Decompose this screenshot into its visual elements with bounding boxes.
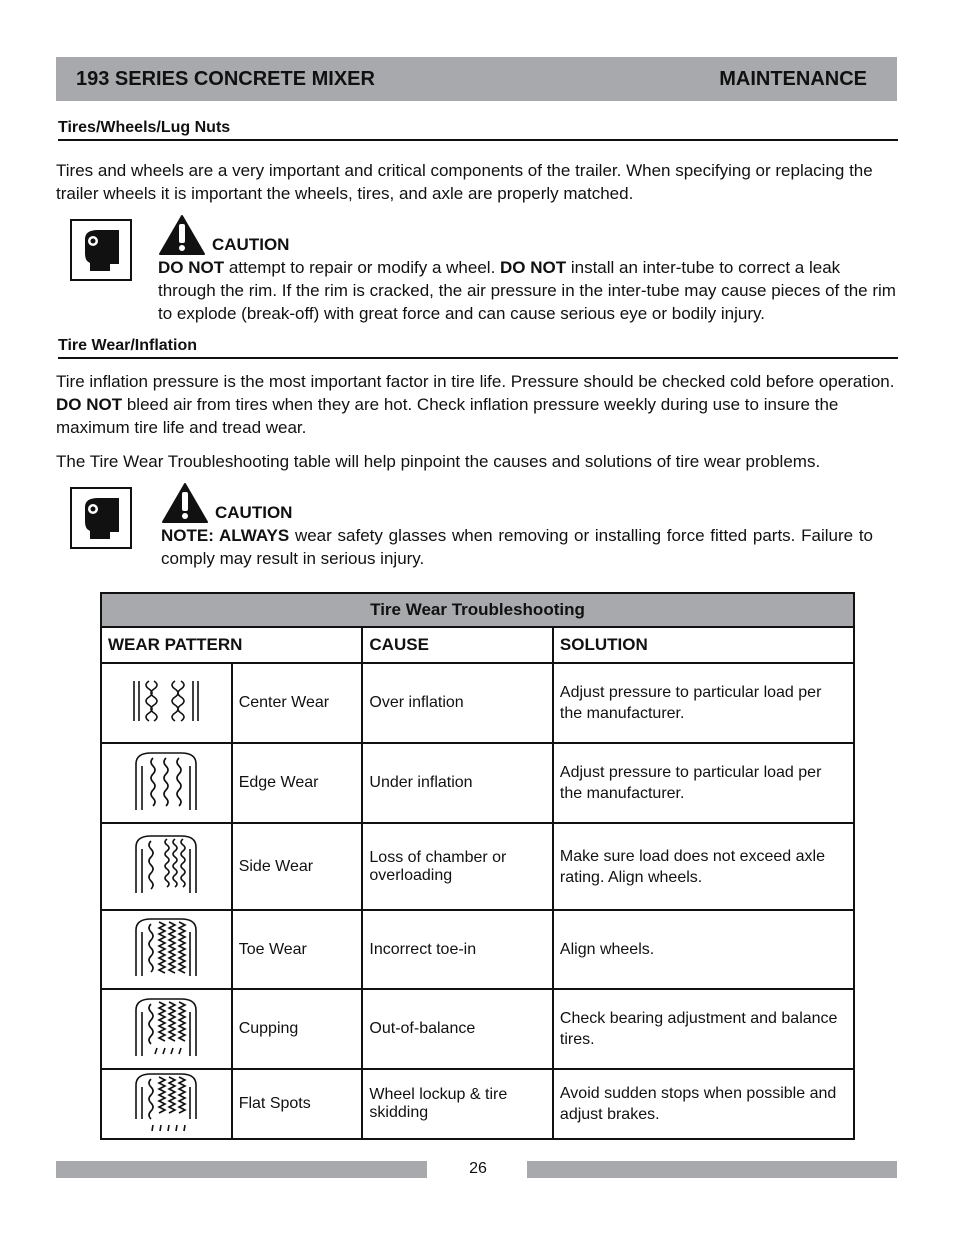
pattern-icon-cell [101,743,232,823]
cause-cell: Over inflation [362,663,553,743]
cause-cell: Out-of-balance [362,989,553,1069]
caution-label: CAUTION [212,235,290,254]
flat-spots-icon [131,1071,201,1133]
caution-label: CAUTION [215,503,293,522]
table-row [101,663,854,743]
wear-pattern-name: Side Wear [232,823,363,910]
solution-cell: Check bearing adjustment and balance tires. [553,989,854,1069]
center-wear-icon [131,678,201,724]
table-row [101,743,854,823]
wear-pattern-name: Flat Spots [232,1069,363,1139]
table-row [101,989,854,1069]
caution-emph: DO NOT [158,258,225,277]
caution-text: attempt to repair or modify a wheel. [224,258,501,277]
header-title: 193 SERIES CONCRETE MIXER [76,67,375,90]
page-number: 26 [469,1160,487,1177]
caution-text: install an inter-tube to correct a leak through the rim. If the rim is cracked, the air pressure in the inter-tube may cause pieces of the rim to explode (break-off) with great force and can cause serious eye or bodily injury. [158,258,896,323]
solution-cell: Make sure load does not exceed axle rating. Align wheels. [553,823,854,910]
caution-text: wear safety glasses when removing or installing force fitted parts. Failure to comply may result in serious injury. [161,526,873,568]
solution-cell: Adjust pressure to particular load per the manufacturer. [553,743,854,823]
cupping-icon [131,996,201,1058]
footer-bar-left [56,1161,427,1178]
footer-bar-right [527,1161,897,1178]
table-row [101,910,854,989]
pattern-icon-cell [101,1069,232,1139]
warning-triangle-icon [158,214,206,256]
tires-intro: Tires and wheels are a very important and critical components of the trailer. When specifying or replacing the trailer wheels it is important the wheels, tires, and axle are properly matched. [56,161,873,203]
header-section: MAINTENANCE [719,67,867,90]
section-title-wear: Tire Wear/Inflation [58,337,898,359]
wear-pattern-name: Center Wear [232,663,363,743]
troubleshooting-intro: The Tire Wear Troubleshooting table will help pinpoint the causes and solutions of tire wear problems. [56,452,821,471]
wear-pattern-name: Cupping [232,989,363,1069]
solution-cell: Adjust pressure to particular load per the manufacturer. [553,663,854,743]
inflation-text: Tire inflation pressure is the most important factor in tire life. Pressure should be checked cold before operation. [56,372,895,391]
section-title-tires: Tires/Wheels/Lug Nuts [58,119,898,141]
pattern-icon-cell [101,910,232,989]
table-row [101,823,854,910]
table-title: Tire Wear Troubleshooting [101,593,854,627]
tire-wear-table [100,592,855,1140]
face-shield-icon [70,219,132,281]
pattern-icon-cell [101,663,232,743]
table-row [101,1069,854,1139]
cause-cell: Wheel lockup & tire skidding [362,1069,553,1139]
side-wear-icon [131,833,201,895]
header-wear-pattern: WEAR PATTERN [101,627,362,663]
toe-wear-icon [131,916,201,978]
caution-block-2 [161,482,873,570]
face-shield-icon [70,487,132,549]
solution-cell: Align wheels. [553,910,854,989]
cause-cell: Loss of chamber or overloading [362,823,553,910]
cause-cell: Under inflation [362,743,553,823]
edge-wear-icon [131,750,201,812]
caution-block-1 [158,214,900,325]
warning-triangle-icon [161,482,209,524]
header-solution: SOLUTION [553,627,854,663]
wear-pattern-name: Toe Wear [232,910,363,989]
pattern-icon-cell [101,989,232,1069]
cause-cell: Incorrect toe-in [362,910,553,989]
page-header [56,57,897,101]
inflation-text: bleed air from tires when they are hot. Check inflation pressure weekly during use to insure the maximum tire life and tread wear. [56,395,839,437]
inflation-paragraph [56,370,898,439]
caution-emph: DO NOT [500,258,567,277]
solution-cell: Avoid sudden stops when possible and adjust brakes. [553,1069,854,1139]
wear-pattern-name: Edge Wear [232,743,363,823]
header-cause: CAUSE [362,627,553,663]
caution-emph: NOTE: ALWAYS [161,526,290,545]
pattern-icon-cell [101,823,232,910]
inflation-emph: DO NOT [56,395,123,414]
